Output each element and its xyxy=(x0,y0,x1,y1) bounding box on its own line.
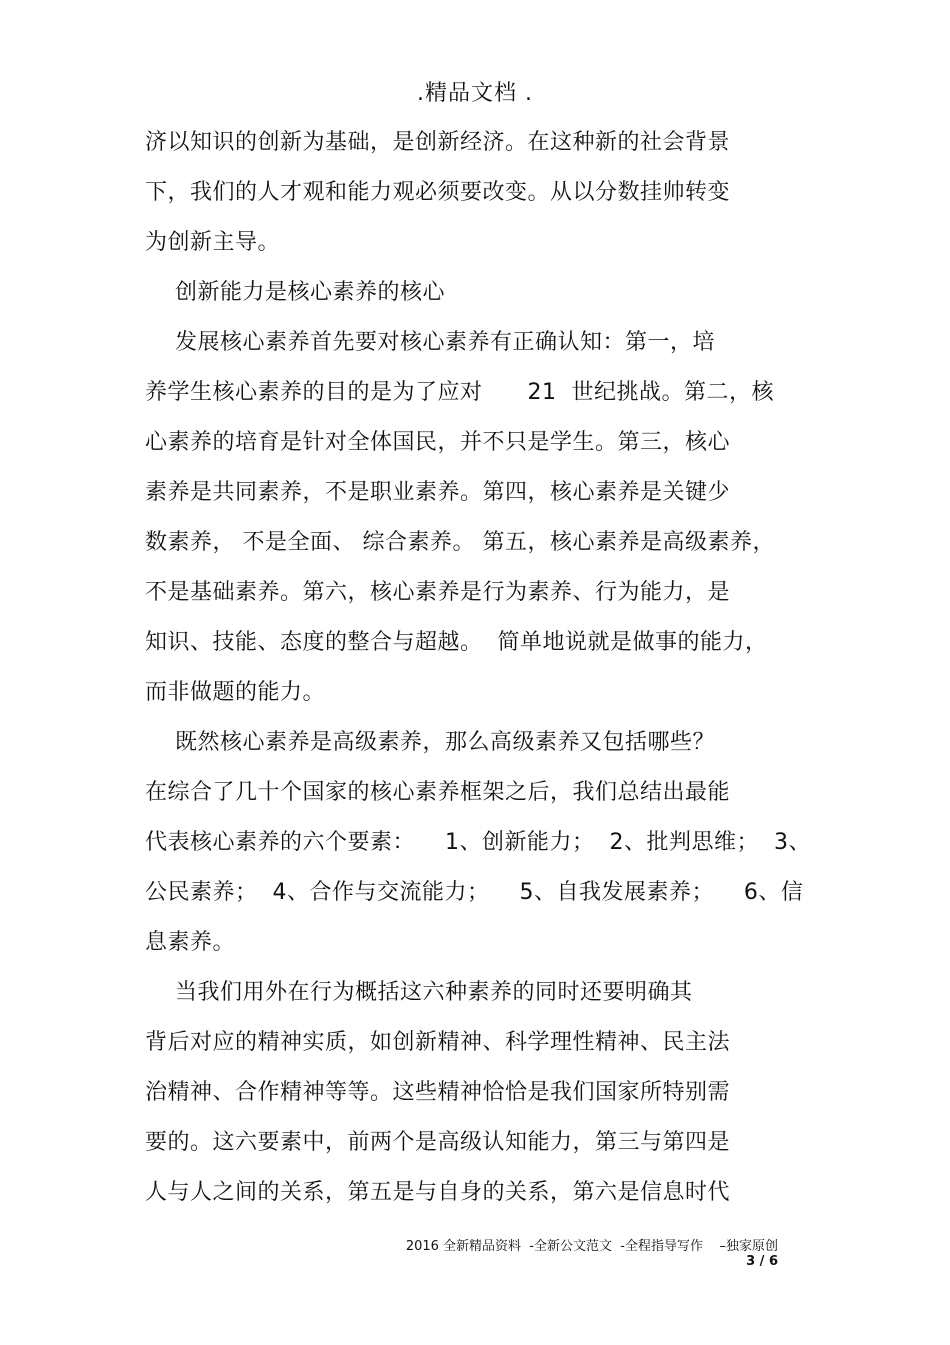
text-line: 人与人之间的关系，第五是与自身的关系，第六是信息时代 xyxy=(145,1180,731,1205)
page-header: .精品文档 . xyxy=(417,81,533,106)
text-line: 当我们用外在行为概括这六种素养的同时还要明确其 xyxy=(145,980,693,1005)
text-line: 在综合了几十个国家的核心素养框架之后，我们总结出最能 xyxy=(145,780,731,805)
text-line: 而非做题的能力。 xyxy=(145,680,326,705)
text-line: 养学生核心素养的目的是为了应对 21 世纪挑战。第二，核 xyxy=(145,380,774,405)
text-line: 治精神、合作精神等等。这些精神恰恰是我们国家所特别需 xyxy=(145,1080,731,1105)
text-line: 背后对应的精神实质，如创新精神、科学理性精神、民主法 xyxy=(145,1030,731,1055)
text-line: 数素养， 不是全面、 综合素养。 第五，核心素养是高级素养， xyxy=(145,530,775,555)
text-line: 素养是共同素养，不是职业素养。第四，核心素养是关键少 xyxy=(145,480,731,505)
text-line: 息素养。 xyxy=(145,930,236,955)
page-number: 3 / 6 xyxy=(746,1254,778,1269)
text-line: 为创新主导。 xyxy=(145,230,281,255)
text-line: 要的。这六要素中，前两个是高级认知能力，第三与第四是 xyxy=(145,1130,731,1155)
text-line: 公民素养； 4、合作与交流能力； 5、自我发展素养； 6、信 xyxy=(145,880,804,905)
text-line: 不是基础素养。第六，核心素养是行为素养、行为能力，是 xyxy=(145,580,731,605)
text-line: 知识、技能、态度的整合与超越。 简单地说就是做事的能力， xyxy=(145,630,768,655)
text-line: 代表核心素养的六个要素： 1、创新能力； 2、批判思维； 3、 xyxy=(145,830,811,855)
text-line: 下，我们的人才观和能力观必须要改变。从以分数挂帅转变 xyxy=(145,180,731,205)
text-line: 既然核心素养是高级素养，那么高级素养又包括哪些？ xyxy=(145,730,715,755)
text-line: 济以知识的创新为基础，是创新经济。在这种新的社会背景 xyxy=(145,130,731,155)
text-line: 心素养的培育是针对全体国民，并不只是学生。第三，核心 xyxy=(145,430,731,455)
text-line: 创新能力是核心素养的核心 xyxy=(145,280,445,305)
page-footer: 2016 全新精品资料 -全新公文范文 -全程指导写作 –独家原创 xyxy=(405,1239,778,1254)
text-line: 发展核心素养首先要对核心素养有正确认知：第一，培 xyxy=(145,330,715,355)
